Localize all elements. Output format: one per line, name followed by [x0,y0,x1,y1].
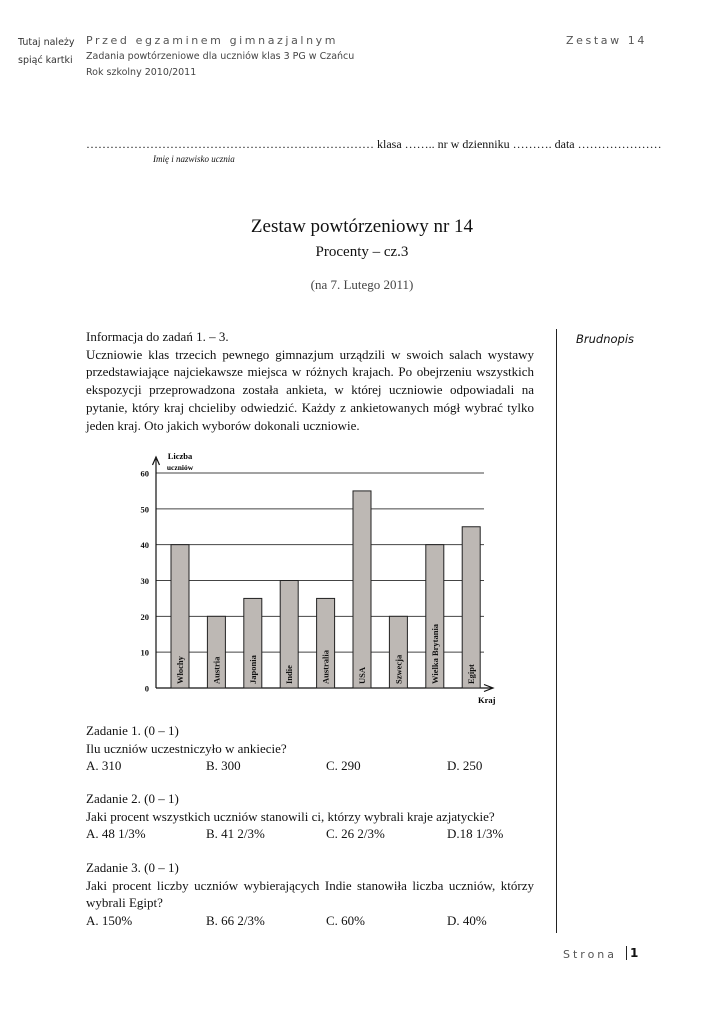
task-1-answer-b[interactable]: B. 300 [206,758,241,773]
bar-label: Egipt [466,664,477,684]
task-1-question: Ilu uczniów uczestniczyło w ankiecie? [86,740,287,756]
task-2-answer-b[interactable]: B. 41 2/3% [206,826,265,841]
task-1-answer-a[interactable]: A. 310 [86,758,122,773]
y-tick-label: 50 [140,504,149,515]
y-tick-label: 40 [140,540,149,551]
page-subtitle: Procenty – cz.3 [315,244,409,260]
y-tick-label: 10 [140,647,149,658]
task-3 [86,859,534,930]
bar [462,527,480,688]
margin-note-line2: spiąć kartki [18,55,73,66]
task-2-question: Jaki procent wszystkich uczniów stanowili ci, którzy wybrali kraje azjatyckie? [86,808,495,824]
task-2-answer-d[interactable]: D.18 1/3% [447,826,504,841]
task-1-title: Zadanie 1. (0 – 1) [86,723,179,738]
bar-label: Indie [284,665,295,684]
bar-label: Austria [211,656,222,684]
task-1-answer-c[interactable]: C. 290 [326,758,361,773]
y-axis-label-line1: Liczba [167,451,193,461]
margin-note-line1: Tutaj należy [18,37,75,48]
task-3-answers [86,912,534,930]
info-heading: Informacja do zadań 1. – 3. [86,329,229,344]
task-3-question: Jaki procent liczby uczniów wybierających Indie stanowiła liczba uczniów, którzy wybrali Egipt? [86,877,534,910]
task-2-answer-a[interactable]: A. 48 1/3% [86,826,146,841]
student-name-caption: Imię i nazwisko ucznia [153,154,235,164]
info-block [86,328,534,434]
bar-label: Australia [320,650,331,684]
bar-chart [122,450,500,706]
task-3-answer-d[interactable]: D. 40% [447,912,487,928]
task-2 [86,790,534,843]
bar-label: Szwecja [393,654,404,684]
bar-label: Włochy [175,656,185,684]
y-tick-label: 0 [144,683,149,694]
y-axis-label-line2: uczniów [166,463,194,472]
header-line3: Rok szkolny 2010/2011 [86,67,197,78]
page-title: Zestaw powtórzeniowy nr 14 [250,216,474,237]
page-number: 1 [626,946,638,960]
task-2-title: Zadanie 2. (0 – 1) [86,791,179,806]
task-2-answers [86,825,534,843]
page-label: Strona [563,948,618,961]
y-tick-label: 30 [140,576,149,586]
x-axis-label: Kraj [478,695,496,705]
task-2-answer-c[interactable]: C. 26 2/3% [326,826,385,841]
header-title: Przed egzaminem gimnazjalnym [86,34,339,47]
task-3-title: Zadanie 3. (0 – 1) [86,860,179,875]
bar-label: Wielka Brytania [429,623,440,684]
bar-label: Japonia [247,655,258,684]
task-3-answer-a[interactable]: A. 150% [86,912,133,928]
y-tick-label: 60 [140,468,149,479]
margin-divider [556,329,557,933]
brudnopis-label: Brudnopis [576,332,635,346]
task-3-answer-b[interactable]: B. 66 2/3% [206,912,265,928]
page-date: (na 7. Lutego 2011) [310,277,414,292]
task-1 [86,722,534,775]
info-text: Uczniowie klas trzecich pewnego gimnazjum urządzili w swoich salach wystawy przedstawiające najciekawsze miejsca w różnych krajach. Po obejrzeniu wszystkich ekspozycji przeprowadzona została ankieta, w której uczniowie odpowiadali na pytanie, który kraj chcieliby odwiedzić. Każdy z ankietowanych mógł wybrać tylko jeden kraj. Oto jakich wyborów dokonali uczniowie. [86,346,534,433]
task-1-answer-d[interactable]: D. 250 [447,758,483,773]
y-tick-label: 20 [140,611,149,622]
student-fill-line: ……………………………………………………………… klasa …….. nr w dzienniku ………. data ………………… [86,137,662,151]
header-set: Zestaw 14 [566,34,647,47]
header-line2: Zadania powtórzeniowe dla uczniów klas 3 PG w Czańcu [86,51,355,62]
bar [353,491,371,688]
bar-label: USA [357,666,367,684]
task-1-answers [86,757,534,775]
task-3-answer-c[interactable]: C. 60% [326,912,365,928]
